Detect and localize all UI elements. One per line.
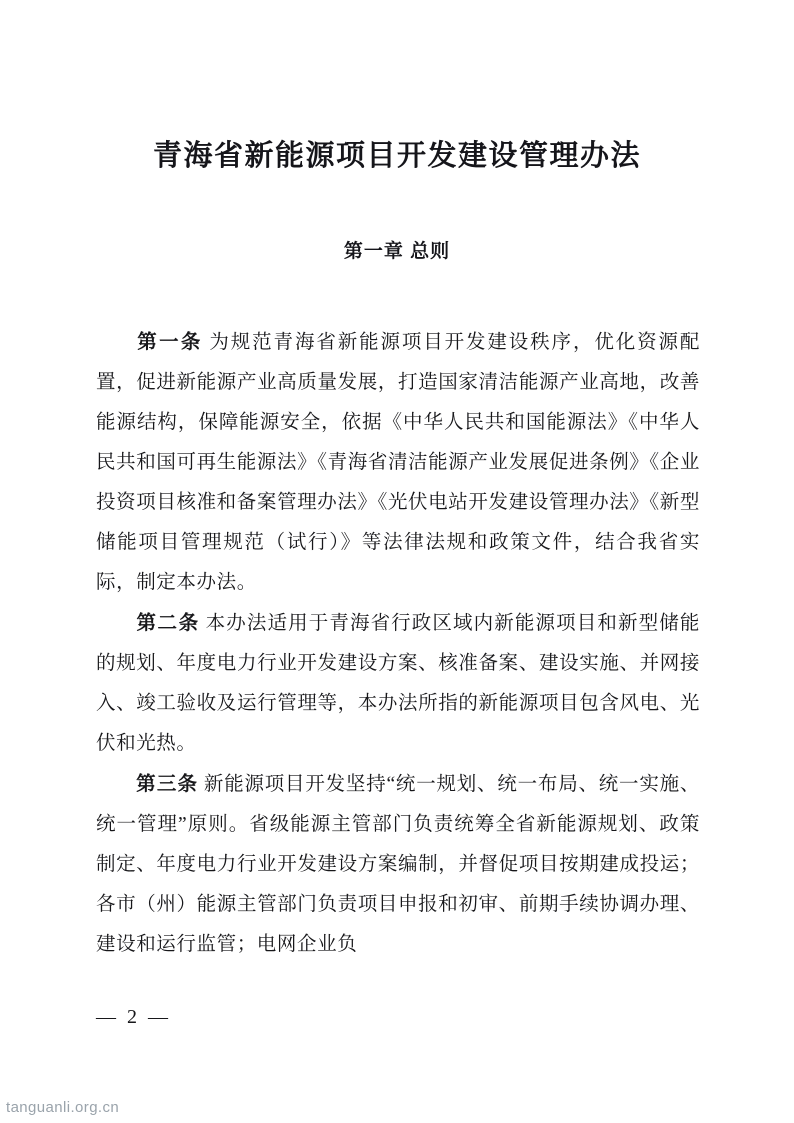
article-label: 第二条 bbox=[136, 612, 200, 634]
watermark: tanguanli.org.cn bbox=[6, 1099, 120, 1116]
paragraph-article-1 bbox=[96, 322, 700, 603]
article-text: 新能源项目开发坚持“统一规划、统一布局、统一实施、统一管理”原则。省级能源主管部门负责统筹全省新能源规划、政策制定、年度电力行业开发建设方案编制，并督促项目按期建成投运；各市（州）能源主管部门负责项目申报和初审、前期手续协调办理、建设和运行监管；电网企业负 bbox=[96, 774, 700, 955]
paragraph-article-3 bbox=[96, 764, 700, 965]
paragraph-article-2 bbox=[96, 603, 700, 764]
article-text: 本办法适用于青海省行政区域内新能源项目和新型储能的规划、年度电力行业开发建设方案、核准备案、建设实施、并网接入、竣工验收及运行管理等，本办法所指的新能源项目包含风电、光伏和光热。 bbox=[96, 613, 700, 754]
page-number: — 2 — bbox=[96, 1006, 171, 1028]
article-label: 第三条 bbox=[136, 773, 199, 795]
article-label: 第一条 bbox=[136, 331, 203, 353]
chapter-heading: 第一章 总则 bbox=[343, 241, 451, 262]
document-body bbox=[96, 322, 700, 965]
article-text: 为规范青海省新能源项目开发建设秩序，优化资源配置，促进新能源产业高质量发展，打造国家清洁能源产业高地，改善能源结构，保障能源安全，依据《中华人民共和国能源法》《中华人民共和国可再生能源法》《青海省清洁能源产业发展促进条例》《企业投资项目核准和备案管理办法》《光伏电站开发建设管理办法》《新型储能项目管理规范（试行）》等法律法规和政策文件，结合我省实际，制定本办法。 bbox=[96, 332, 700, 593]
page-title: 青海省新能源项目开发建设管理办法 bbox=[152, 140, 641, 172]
